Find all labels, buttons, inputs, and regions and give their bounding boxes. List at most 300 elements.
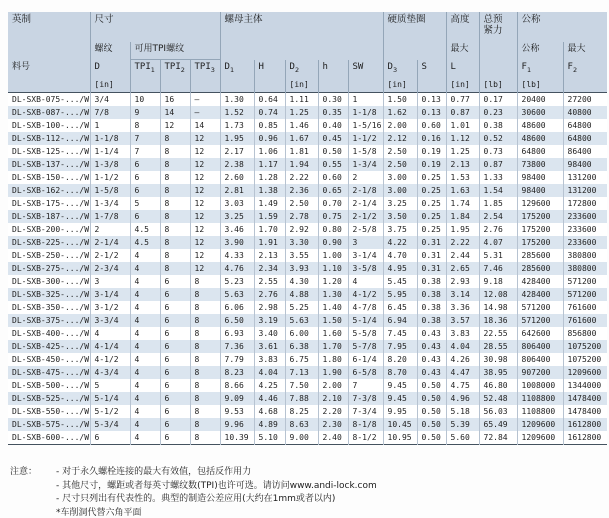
- cell-tpi3: 8: [190, 288, 220, 301]
- cell-tpi2: 8: [160, 210, 190, 223]
- cell-l: 5.60: [446, 431, 479, 445]
- table-row: [8, 353, 607, 366]
- cell-f2: 1612800: [563, 431, 607, 445]
- cell-d2: 8.63: [285, 418, 318, 431]
- cell-part_no: DL-SXB-350-.../W: [8, 301, 90, 314]
- cell-h_small: 0.40: [318, 119, 348, 132]
- table-row: [8, 119, 607, 132]
- cell-l: 2.22: [446, 236, 479, 249]
- cell-sw: 5-7/8: [348, 340, 383, 353]
- cell-tpi3: 8: [190, 327, 220, 340]
- cell-h: 4.04: [254, 366, 285, 379]
- cell-d1: 7.79: [220, 353, 254, 366]
- cell-l: 2.65: [446, 262, 479, 275]
- cell-h_small: 2.10: [318, 392, 348, 405]
- cell-preload: 65.49: [479, 418, 517, 431]
- cell-tpi3: 12: [190, 197, 220, 210]
- cell-f2: 571200: [563, 288, 607, 301]
- cell-tpi1: 4: [130, 314, 160, 327]
- cell-s: 0.50: [417, 418, 446, 431]
- cell-d1: 10.39: [220, 431, 254, 445]
- cell-preload: 46.80: [479, 379, 517, 392]
- cell-d1: 4.33: [220, 249, 254, 262]
- cell-tpi3: –: [190, 93, 220, 107]
- subhead-max-height: 最大: [446, 42, 479, 60]
- cell-tpi2: 6: [160, 418, 190, 431]
- cell-part_no: DL-SXB-325-.../W: [8, 288, 90, 301]
- cell-d1: 2.81: [220, 184, 254, 197]
- cell-s: 0.31: [417, 236, 446, 249]
- cell-f1: 98400: [517, 171, 563, 184]
- cell-d2: 5.25: [285, 301, 318, 314]
- cell-preload: 1.54: [479, 184, 517, 197]
- cell-h: 2.55: [254, 275, 285, 288]
- cell-tpi1: 4: [130, 353, 160, 366]
- cell-d2: 2.92: [285, 223, 318, 236]
- cell-tpi1: 6: [130, 210, 160, 223]
- cell-tpi1: 7: [130, 145, 160, 158]
- cell-f2: 131200: [563, 184, 607, 197]
- cell-preload: 9.18: [479, 275, 517, 288]
- cell-s: 0.25: [417, 223, 446, 236]
- unit-nut-body-in: [in]: [285, 77, 318, 93]
- col-h-small: h: [318, 60, 348, 78]
- cell-f1: 1008000: [517, 379, 563, 392]
- cell-d3: 9.95: [383, 405, 417, 418]
- cell-sw: 2-1/8: [348, 184, 383, 197]
- cell-d3: 4.22: [383, 236, 417, 249]
- cell-s: 0.43: [417, 366, 446, 379]
- cell-tpi3: –: [190, 106, 220, 119]
- cell-s: 0.31: [417, 249, 446, 262]
- cell-l: 3.14: [446, 288, 479, 301]
- cell-d: 1-3/4: [90, 197, 130, 210]
- cell-tpi3: 8: [190, 353, 220, 366]
- footnotes-label: 注意：: [10, 467, 38, 477]
- col-f1: $F_1$: [517, 60, 563, 78]
- cell-preload: 0.87: [479, 158, 517, 171]
- table-row: [8, 431, 607, 445]
- unit-preload-lb: [lb]: [479, 77, 517, 93]
- cell-d1: 9.53: [220, 405, 254, 418]
- group-preload-line2: 紧力: [483, 25, 503, 36]
- cell-h_small: 0.55: [318, 158, 348, 171]
- cell-d: 3-1/2: [90, 301, 130, 314]
- cell-d1: 3.03: [220, 197, 254, 210]
- cell-tpi2: 6: [160, 327, 190, 340]
- cell-tpi1: 4: [130, 392, 160, 405]
- cell-l: 5.39: [446, 418, 479, 431]
- cell-tpi1: 4: [130, 301, 160, 314]
- table-header: [8, 12, 607, 93]
- cell-d1: 2.17: [220, 145, 254, 158]
- cell-d3: 1.62: [383, 106, 417, 119]
- cell-s: 0.13: [417, 106, 446, 119]
- cell-tpi2: 8: [160, 171, 190, 184]
- cell-tpi2: 6: [160, 353, 190, 366]
- cell-d3: 8.20: [383, 353, 417, 366]
- cell-s: 0.25: [417, 197, 446, 210]
- cell-tpi1: 4: [130, 340, 160, 353]
- cell-tpi1: 4: [130, 262, 160, 275]
- cell-sw: 1-5/16: [348, 119, 383, 132]
- cell-f2: 380800: [563, 262, 607, 275]
- cell-tpi2: 6: [160, 392, 190, 405]
- table-row: [8, 288, 607, 301]
- table-row: [8, 171, 607, 184]
- cell-h_small: 0.65: [318, 184, 348, 197]
- cell-h_small: 1.20: [318, 275, 348, 288]
- cell-d1: 9.09: [220, 392, 254, 405]
- cell-d2: 2.36: [285, 184, 318, 197]
- cell-d1: 8.23: [220, 366, 254, 379]
- cell-h: 4.68: [254, 405, 285, 418]
- cell-tpi2: 6: [160, 314, 190, 327]
- cell-tpi3: 12: [190, 171, 220, 184]
- cell-part_no: DL-SXB-475-.../W: [8, 366, 90, 379]
- cell-part_no: DL-SXB-375-.../W: [8, 314, 90, 327]
- group-nominal: 公称: [517, 12, 607, 42]
- cell-preload: 14.98: [479, 301, 517, 314]
- cell-d3: 2.50: [383, 158, 417, 171]
- cell-d1: 3.90: [220, 236, 254, 249]
- cell-d2: 1.46: [285, 119, 318, 132]
- cell-preload: 0.38: [479, 119, 517, 132]
- cell-tpi2: 6: [160, 405, 190, 418]
- cell-preload: 2.76: [479, 223, 517, 236]
- cell-d: 4-3/4: [90, 366, 130, 379]
- cell-f2: 1209600: [563, 366, 607, 379]
- cell-tpi3: 12: [190, 236, 220, 249]
- cell-sw: 3: [348, 236, 383, 249]
- cell-d: 4: [90, 327, 130, 340]
- cell-d2: 7.50: [285, 379, 318, 392]
- cell-f1: 20400: [517, 93, 563, 107]
- cell-h: 4.89: [254, 418, 285, 431]
- col-tpi1: $TPI_1$: [130, 60, 160, 78]
- cell-tpi3: 8: [190, 275, 220, 288]
- cell-tpi1: 6: [130, 184, 160, 197]
- cell-s: 0.25: [417, 184, 446, 197]
- cell-d: 2: [90, 223, 130, 236]
- cell-h: 3.40: [254, 327, 285, 340]
- cell-d3: 2.00: [383, 119, 417, 132]
- cell-d3: 10.45: [383, 418, 417, 431]
- group-nut-body: 螺母主体: [220, 12, 383, 60]
- cell-sw: 1-5/8: [348, 145, 383, 158]
- table-row: [8, 93, 607, 107]
- cell-f1: 48600: [517, 119, 563, 132]
- cell-h_small: 0.90: [318, 236, 348, 249]
- cell-tpi1: 9: [130, 106, 160, 119]
- cell-part_no: DL-SXB-250-.../W: [8, 249, 90, 262]
- cell-preload: 2.54: [479, 210, 517, 223]
- cell-s: 0.43: [417, 327, 446, 340]
- cell-d2: 3.55: [285, 249, 318, 262]
- cell-h: 1.91: [254, 236, 285, 249]
- cell-l: 2.13: [446, 158, 479, 171]
- cell-d3: 5.95: [383, 288, 417, 301]
- cell-h_small: 0.30: [318, 93, 348, 107]
- cell-h_small: 2.20: [318, 405, 348, 418]
- cell-preload: 28.55: [479, 340, 517, 353]
- cell-d: 5-1/4: [90, 392, 130, 405]
- cell-f2: 172800: [563, 197, 607, 210]
- cell-part_no: DL-SXB-575-.../W: [8, 418, 90, 431]
- cell-d: 1-3/8: [90, 158, 130, 171]
- unit-blank: [130, 77, 160, 93]
- cell-d3: 9.45: [383, 379, 417, 392]
- cell-tpi1: 4: [130, 379, 160, 392]
- table-row: [8, 327, 607, 340]
- cell-f2: 1344000: [563, 379, 607, 392]
- table-row: [8, 366, 607, 379]
- cell-part_no: DL-SXB-187-.../W: [8, 210, 90, 223]
- cell-f2: 86400: [563, 145, 607, 158]
- cell-s: 0.60: [417, 119, 446, 132]
- cell-s: 0.13: [417, 93, 446, 107]
- cell-d: 3-1/4: [90, 288, 130, 301]
- cell-tpi3: 8: [190, 431, 220, 445]
- col-tpi3: $TPI_3$: [190, 60, 220, 78]
- cell-h: 0.64: [254, 93, 285, 107]
- cell-l: 4.04: [446, 340, 479, 353]
- cell-preload: 12.08: [479, 288, 517, 301]
- cell-f2: 1612800: [563, 418, 607, 431]
- cell-d: 3: [90, 275, 130, 288]
- cell-tpi3: 12: [190, 210, 220, 223]
- cell-h_small: 1.60: [318, 327, 348, 340]
- cell-d: 1-5/8: [90, 184, 130, 197]
- cell-f1: 285600: [517, 249, 563, 262]
- cell-tpi2: 8: [160, 132, 190, 145]
- cell-d: 5-1/2: [90, 405, 130, 418]
- cell-d1: 9.96: [220, 418, 254, 431]
- cell-tpi2: 6: [160, 340, 190, 353]
- unit-blank: [417, 77, 446, 93]
- cell-d3: 4.95: [383, 262, 417, 275]
- cell-tpi1: 4: [130, 275, 160, 288]
- cell-h: 1.28: [254, 171, 285, 184]
- cell-d3: 10.95: [383, 431, 417, 445]
- table-row: [8, 145, 607, 158]
- cell-l: 2.93: [446, 275, 479, 288]
- cell-s: 0.50: [417, 405, 446, 418]
- cell-f1: 30600: [517, 106, 563, 119]
- cell-l: 2.44: [446, 249, 479, 262]
- cell-d: 2-3/4: [90, 262, 130, 275]
- cell-tpi3: 12: [190, 262, 220, 275]
- cell-f1: 285600: [517, 262, 563, 275]
- cell-d2: 4.30: [285, 275, 318, 288]
- cell-f1: 175200: [517, 236, 563, 249]
- cell-h: 2.98: [254, 301, 285, 314]
- cell-sw: 7: [348, 379, 383, 392]
- cell-h: 2.76: [254, 288, 285, 301]
- cell-f2: 380800: [563, 249, 607, 262]
- cell-part_no: DL-SXB-112-.../W: [8, 132, 90, 145]
- cell-s: 0.50: [417, 392, 446, 405]
- group-preload: [479, 12, 517, 60]
- cell-s: 0.16: [417, 132, 446, 145]
- subhead-thread: 螺纹: [90, 42, 130, 60]
- cell-f2: 856800: [563, 327, 607, 340]
- cell-s: 0.38: [417, 288, 446, 301]
- cell-h_small: 2.30: [318, 418, 348, 431]
- cell-d: 1-1/8: [90, 132, 130, 145]
- cell-sw: 1-1/8: [348, 106, 383, 119]
- cell-l: 4.47: [446, 366, 479, 379]
- cell-preload: 72.84: [479, 431, 517, 445]
- cell-s: 0.43: [417, 353, 446, 366]
- cell-f1: 175200: [517, 210, 563, 223]
- cell-d2: 3.93: [285, 262, 318, 275]
- cell-l: 3.36: [446, 301, 479, 314]
- cell-tpi1: 8: [130, 119, 160, 132]
- cell-tpi2: 14: [160, 106, 190, 119]
- cell-tpi2: 6: [160, 275, 190, 288]
- cell-tpi1: 4: [130, 366, 160, 379]
- cell-f1: 1108800: [517, 405, 563, 418]
- cell-l: 1.53: [446, 171, 479, 184]
- table-row: [8, 223, 607, 236]
- cell-h: 1.70: [254, 223, 285, 236]
- cell-h: 1.59: [254, 210, 285, 223]
- cell-h_small: 0.35: [318, 106, 348, 119]
- cell-d3: 5.45: [383, 275, 417, 288]
- cell-part_no: DL-SXB-300-.../W: [8, 275, 90, 288]
- cell-preload: 18.36: [479, 314, 517, 327]
- cell-preload: 7.46: [479, 262, 517, 275]
- cell-l: 1.95: [446, 223, 479, 236]
- col-f2: $F_2$: [563, 60, 607, 78]
- cell-d2: 6.38: [285, 340, 318, 353]
- cell-d: 4-1/2: [90, 353, 130, 366]
- cell-sw: 4-1/2: [348, 288, 383, 301]
- cell-d2: 7.13: [285, 366, 318, 379]
- cell-tpi3: 8: [190, 366, 220, 379]
- cell-d: 1-1/2: [90, 171, 130, 184]
- cell-h: 1.38: [254, 184, 285, 197]
- cell-tpi2: 6: [160, 431, 190, 445]
- cell-h_small: 1.90: [318, 366, 348, 379]
- cell-sw: 6-5/8: [348, 366, 383, 379]
- cell-sw: 2-5/8: [348, 223, 383, 236]
- unit-blank: [318, 77, 348, 93]
- cell-d: 4-1/4: [90, 340, 130, 353]
- cell-s: 0.43: [417, 340, 446, 353]
- cell-h_small: 0.75: [318, 210, 348, 223]
- group-size: 尺寸: [90, 12, 220, 42]
- cell-tpi1: 7: [130, 132, 160, 145]
- cell-f2: 233600: [563, 223, 607, 236]
- group-imperial: 英制: [8, 12, 90, 60]
- table-row: [8, 405, 607, 418]
- cell-part_no: DL-SXB-500-.../W: [8, 379, 90, 392]
- cell-d3: 8.70: [383, 366, 417, 379]
- unit-blank: [348, 77, 383, 93]
- table-row: [8, 379, 607, 392]
- cell-tpi1: 4: [130, 249, 160, 262]
- cell-preload: 4.07: [479, 236, 517, 249]
- cell-tpi3: 14: [190, 119, 220, 132]
- cell-d1: 6.50: [220, 314, 254, 327]
- cell-tpi2: 6: [160, 288, 190, 301]
- cell-d3: 6.94: [383, 314, 417, 327]
- cell-sw: 1-1/2: [348, 132, 383, 145]
- cell-h_small: 2.40: [318, 431, 348, 445]
- cell-l: 3.57: [446, 314, 479, 327]
- cell-preload: 30.98: [479, 353, 517, 366]
- cell-tpi2: 8: [160, 223, 190, 236]
- cell-d1: 2.38: [220, 158, 254, 171]
- cell-sw: 4-7/8: [348, 301, 383, 314]
- cell-h_small: 1.30: [318, 288, 348, 301]
- cell-f1: 1209600: [517, 418, 563, 431]
- cell-h_small: 0.50: [318, 145, 348, 158]
- table-row: [8, 210, 607, 223]
- cell-tpi3: 8: [190, 418, 220, 431]
- unit-blank: [190, 77, 220, 93]
- cell-sw: 8-1/2: [348, 431, 383, 445]
- col-tpi2: $TPI_2$: [160, 60, 190, 78]
- cell-sw: 8-1/8: [348, 418, 383, 431]
- cell-sw: 6-1/4: [348, 353, 383, 366]
- unit-blank: [220, 77, 254, 93]
- cell-d3: 6.45: [383, 301, 417, 314]
- cell-sw: 7-3/4: [348, 405, 383, 418]
- cell-f1: 1108800: [517, 392, 563, 405]
- cell-f2: 131200: [563, 171, 607, 184]
- cell-part_no: DL-SXB-162-.../W: [8, 184, 90, 197]
- unit-blank: [160, 77, 190, 93]
- cell-f1: 129600: [517, 197, 563, 210]
- cell-d: 2-1/4: [90, 236, 130, 249]
- cell-part_no: DL-SXB-100-.../W: [8, 119, 90, 132]
- cell-d1: 7.36: [220, 340, 254, 353]
- cell-tpi3: 8: [190, 405, 220, 418]
- cell-s: 0.31: [417, 262, 446, 275]
- cell-tpi1: 4: [130, 405, 160, 418]
- cell-tpi2: 8: [160, 236, 190, 249]
- spec-table: [8, 12, 607, 445]
- cell-f2: 1075200: [563, 353, 607, 366]
- cell-s: 0.19: [417, 145, 446, 158]
- footnote-item: - 尺寸只列出有代表性的。典型的制造公差应用(大约在1mm或者以内): [56, 494, 336, 504]
- cell-sw: 2: [348, 171, 383, 184]
- cell-tpi3: 8: [190, 340, 220, 353]
- cell-f2: 761600: [563, 301, 607, 314]
- cell-f2: 1075200: [563, 340, 607, 353]
- cell-f1: 806400: [517, 340, 563, 353]
- cell-tpi2: 8: [160, 197, 190, 210]
- cell-l: 1.25: [446, 145, 479, 158]
- spec-table-body: [8, 93, 607, 445]
- subhead-available-tpi: 可用TPI螺纹: [130, 42, 220, 60]
- cell-part_no: DL-SXB-550-.../W: [8, 405, 90, 418]
- cell-d1: 3.46: [220, 223, 254, 236]
- cell-h_small: 1.50: [318, 314, 348, 327]
- cell-tpi1: 4: [130, 431, 160, 445]
- table-row: [8, 301, 607, 314]
- cell-tpi2: 6: [160, 366, 190, 379]
- cell-h: 1.49: [254, 197, 285, 210]
- cell-tpi1: 4: [130, 418, 160, 431]
- cell-s: 0.50: [417, 379, 446, 392]
- group-preload-line1: 总预: [483, 14, 503, 25]
- cell-d3: 2.50: [383, 145, 417, 158]
- cell-d3: 1.50: [383, 93, 417, 107]
